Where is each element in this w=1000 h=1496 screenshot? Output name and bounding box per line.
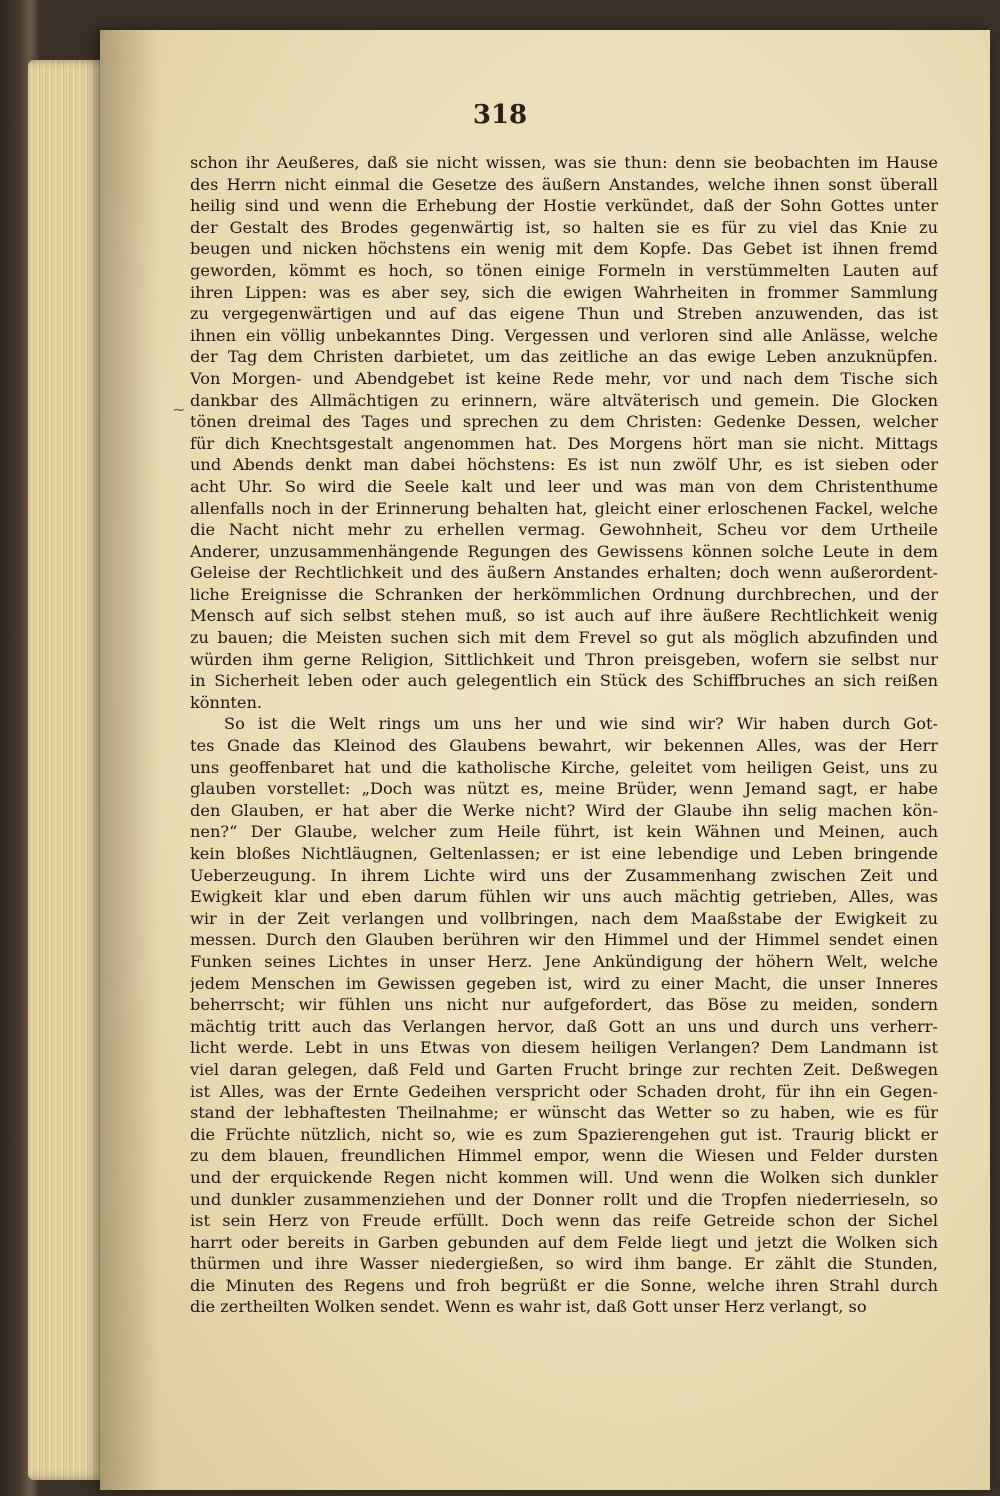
text-line: ist sein Herz von Freude erfüllt. Doch wenn das reife Getreide schon der Sichel bbox=[190, 1211, 938, 1231]
text-line: licht werde. Lebt in uns Etwas von diesem heiligen Verlangen? Dem Landmann ist bbox=[190, 1038, 938, 1058]
text-line: viel daran gelegen, daß Feld und Garten Frucht bringe zur rechten Zeit. Deßwegen bbox=[190, 1059, 938, 1079]
text-line: thürmen und ihre Wasser niedergießen, so wird ihm bange. Er zählt die Stunden, bbox=[190, 1254, 938, 1274]
text-line: stand der lebhaftesten Theilnahme; er wünscht das Wetter so zu haben, wie es für bbox=[190, 1103, 938, 1123]
text-line: jedem Menschen im Gewissen gegeben ist, wird zu einer Macht, die unser Inneres bbox=[190, 973, 938, 993]
text-line: schon ihr Aeußeres, daß sie nicht wissen, was sie thun: denn sie beobachten im Hause bbox=[190, 153, 938, 172]
text-line: Ueberzeugung. In ihrem Lichte wird uns der Zusammenhang zwischen Zeit und bbox=[190, 865, 938, 885]
text-line: uns geoffenbaret hat und die katholische Kirche, geleitet vom heiligen Geist, uns zu bbox=[190, 757, 938, 777]
text-line: zu bauen; die Meisten suchen sich mit dem Frevel so gut als möglich abzufinden und bbox=[190, 628, 938, 648]
text-line: allenfalls noch in der Erinnerung behalten hat, gleicht einer erloschenen Fackel, welche bbox=[190, 498, 938, 518]
text-line: Geleise der Rechtlichkeit und des äußern Anstandes erhalten; doch wenn außerordent- bbox=[190, 563, 938, 583]
text-line: wir in der Zeit verlangen und vollbringen, nach dem Maaßstabe der Ewigkeit zu bbox=[190, 908, 938, 928]
text-line: messen. Durch den Glauben berühren wir den Himmel und der Himmel sendet einen bbox=[190, 930, 938, 950]
text-line: die Früchte nützlich, nicht so, wie es zum Spazierengehen gut ist. Traurig blickt er bbox=[190, 1124, 938, 1144]
text-line: und dunkler zusammenziehen und der Donner rollt und die Tropfen niederrieseln, so bbox=[190, 1189, 938, 1209]
text-line: liche Ereignisse die Schranken der herkömmlichen Ordnung durchbrechen, und der bbox=[190, 584, 938, 604]
text-line: Funken seines Lichtes in unser Herz. Jene Ankündigung der höhern Welt, welche bbox=[190, 951, 938, 971]
text-line: So ist die Welt rings um uns her und wie sind wir? Wir haben durch Got- bbox=[224, 714, 938, 734]
text-line: geworden, kömmt es hoch, so tönen einige Formeln in verstümmelten Lauten auf bbox=[190, 260, 938, 280]
margin-mark: ~ bbox=[172, 400, 186, 419]
text-line: und Abends denkt man dabei höchstens: Es ist nun zwölf Uhr, es ist sieben oder bbox=[190, 455, 938, 475]
text-line: in Sicherheit leben oder auch gelegentlich ein Stück des Schiffbruches an sich reißen bbox=[190, 671, 938, 691]
text-line: des Herrn nicht einmal die Gesetze des äußern Anstandes, welche ihnen sonst überall bbox=[190, 174, 938, 194]
text-line: acht Uhr. So wird die Seele kalt und leer und was man von dem Christenthume bbox=[190, 476, 938, 496]
text-line: zu vergegenwärtigen und auf das eigene Thun und Streben anzuwenden, das ist bbox=[190, 304, 938, 324]
text-line: harrt oder bereits in Garben gebunden auf dem Felde liegt und jetzt die Wolken sich bbox=[190, 1232, 938, 1252]
text-line: heilig sind und wenn die Erhebung der Hostie verkündet, daß der Sohn Gottes unter bbox=[190, 196, 938, 216]
text-line: nen?“ Der Glaube, welcher zum Heile führt, ist kein Wähnen und Meinen, auch bbox=[190, 822, 938, 842]
text-line: ihren Lippen: was es aber sey, sich die ewigen Wahrheiten in frommer Sammlung bbox=[190, 282, 938, 302]
text-line: beherrscht; wir fühlen uns nicht nur aufgefordert, das Böse zu meiden, sondern bbox=[190, 995, 938, 1015]
text-line: glauben vorstellet: „Doch was nützt es, meine Brüder, wenn Jemand sagt, er habe bbox=[190, 779, 938, 799]
text-line: kein bloßes Nichtläugnen, Geltenlassen; er ist eine lebendige und Leben bringende bbox=[190, 844, 938, 863]
text-line: zu dem blauen, freundlichen Himmel empor, wenn die Wiesen und Felder dursten bbox=[190, 1146, 938, 1166]
text-line: der Gestalt des Brodes gegenwärtig ist, so halten sie es für zu viel das Knie zu bbox=[190, 217, 938, 237]
paragraph-1 bbox=[190, 152, 938, 713]
text-line: tönen dreimal des Tages und sprechen zu dem Christen: Gedenke Dessen, welcher bbox=[190, 412, 938, 432]
gutter-shadow bbox=[100, 30, 160, 1490]
text-line: die Minuten des Regens und froh begrüßt er die Sonne, welche ihren Strahl durch bbox=[190, 1275, 938, 1295]
text-line: ist Alles, was der Ernte Gedeihen verspricht oder Schaden droht, für ihn ein Gegen- bbox=[190, 1081, 938, 1101]
text-line: beugen und nicken höchstens ein wenig mit dem Kopfe. Das Gebet ist ihnen fremd bbox=[190, 239, 938, 259]
page-edge-stack bbox=[28, 60, 108, 1480]
paragraph-2 bbox=[190, 713, 938, 1318]
text-line: mächtig tritt auch das Verlangen hervor, daß Gott an uns und durch uns verherr- bbox=[190, 1016, 938, 1036]
text-line: tes Gnade das Kleinod des Glaubens bewahrt, wir bekennen Alles, was der Herr bbox=[190, 736, 938, 756]
text-line: die Nacht nicht mehr zu erhellen vermag. Gewohnheit, Scheu vor dem Urtheile bbox=[190, 520, 938, 540]
text-line: die zertheilten Wolken sendet. Wenn es wahr ist, daß Gott unser Herz verlangt, so bbox=[190, 1297, 867, 1317]
page-number: 318 bbox=[472, 100, 528, 130]
text-line: würden ihm gerne Religion, Sittlichkeit und Thron preisgeben, wofern sie selbst nur bbox=[190, 649, 938, 669]
text-line: dankbar des Allmächtigen zu erinnern, wäre altväterisch und gemein. Die Glocken bbox=[190, 390, 938, 410]
text-line: könnten. bbox=[190, 692, 263, 712]
text-line: für dich Knechtsgestalt angenommen hat. Des Morgens hört man sie nicht. Mittags bbox=[190, 433, 938, 453]
text-line: und der erquickende Regen nicht kommen will. Und wenn die Wolken sich dunkler bbox=[190, 1167, 938, 1187]
text-line: der Tag dem Christen darbietet, um das zeitliche an das ewige Leben anzuknüpfen. bbox=[190, 347, 938, 367]
text-line: Mensch auf sich selbst stehen muß, so ist auch auf ihre äußere Rechtlichkeit wenig bbox=[190, 606, 938, 626]
text-line: ihnen ein völlig unbekanntes Ding. Vergessen und verloren sind alle Anlässe, welche bbox=[190, 325, 938, 345]
text-line: den Glauben, er hat aber die Werke nicht? Wird der Glaube ihn selig machen kön- bbox=[190, 800, 938, 820]
body-text bbox=[190, 152, 938, 1318]
text-line: Ewigkeit klar und eben darum fühlen wir uns auch mächtig getrieben, Alles, was bbox=[190, 887, 938, 907]
text-line: Von Morgen- und Abendgebet ist keine Rede mehr, vor und nach dem Tische sich bbox=[190, 368, 938, 388]
text-line: Anderer, unzusammenhängende Regungen des Gewissens können solche Leute in dem bbox=[190, 541, 938, 561]
